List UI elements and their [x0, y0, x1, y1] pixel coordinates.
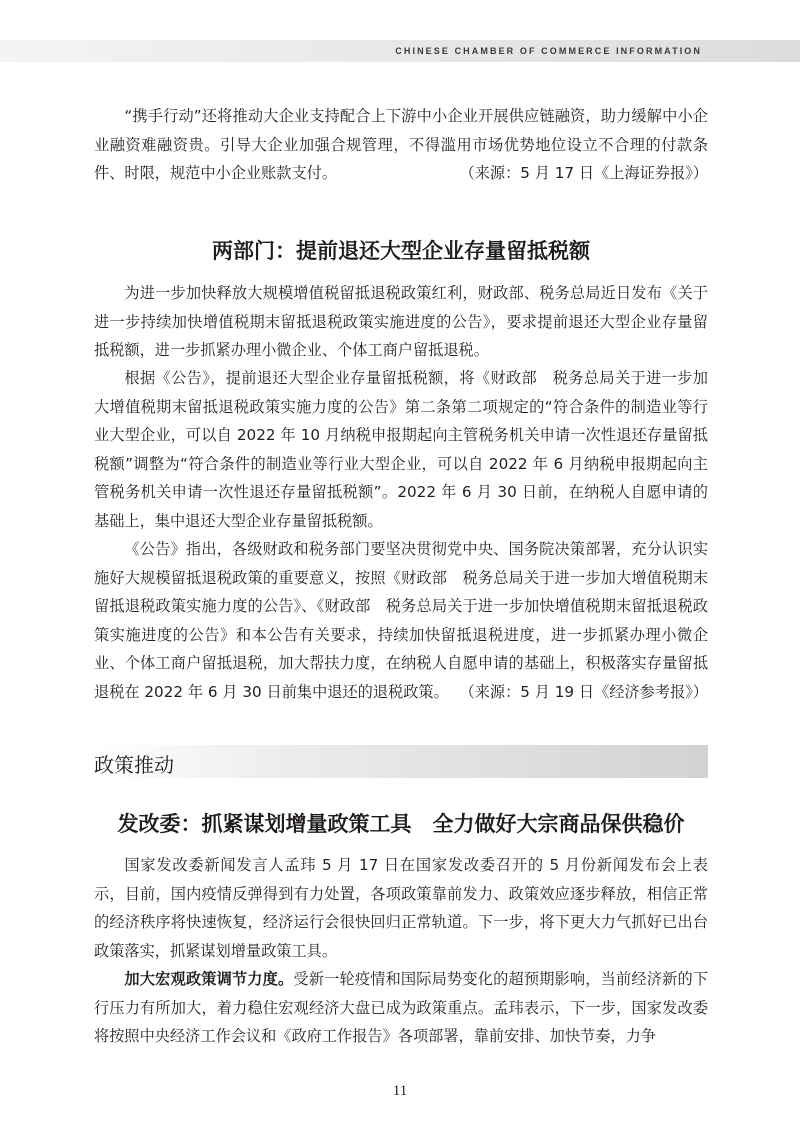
article3-paragraph-2	[94, 965, 708, 1051]
article1-paragraph	[94, 102, 708, 188]
article2-title: 两部门：提前退还大型企业存量留抵税额	[212, 239, 590, 263]
section-band	[94, 745, 708, 778]
article2-paragraph-1: 为进一步加快释放大规模增值税留抵退税政策红利，财政部、税务总局近日发布《关于进一步持续加快增值税期末留抵退税政策实施进度的公告》，要求提前退还大型企业存量留抵税额，进一步抓紧办理小微企业、个体工商户留抵退税。	[94, 284, 708, 359]
article3-body-2: 受新一轮疫情和国际局势变化的超预期影响，当前经济新的下行压力有所加大，着力稳住宏观经济大盘已成为政策重点。孟玮表示，下一步，国家发改委将按照中央经济工作会议和《政府工作报告》各项部署，靠前安排、加快节奏，力争	[94, 970, 709, 1045]
article2-body-3: 《公告》指出，各级财政和税务部门要坚决贯彻党中央、国务院决策部署，充分认识实施好大规模留抵退税政策的重要意义，按照《财政部 税务总局关于进一步加大增值税期末留抵退税政策实施力度的公告》、《财政部 税务总局关于进一步加快增值税期末留抵退税政策实施进度的公告》和本公告有关要求，持续加快留抵退税进度，进一步抓紧办理小微企业、个体工商户留抵退税，加大帮扶力度，在纳税人自愿申请的基础上，积极落实存量留抵退税在 2022 年 6 月 30 日前集中退还的退税政策。	[94, 540, 708, 701]
article2-paragraph-2: 根据《公告》，提前退还大型企业存量留抵税额，将《财政部 税务总局关于进一步加大增值税期末留抵退税政策实施力度的公告》第二条第二项规定的“符合条件的制造业等行业大型企业，可以自 2022 年 10 月纳税申报期起向主管税务机关申请一次性退还存量留抵税额”调整为“符合条件的制造业等行业大型企业，可以自 2022 年 6 月纳税申报期起向主管税务机关申请一次性退还存量留抵税额”。2022 年 6 月 30 日前，在纳税人自愿申请的基础上，集中退还大型企业存量留抵税额。	[94, 369, 708, 530]
article2-paragraph-3	[94, 535, 708, 706]
article1-source: （来源：5 月 17 日《上海证券报》）	[459, 164, 708, 182]
page-number: 11	[392, 1083, 408, 1099]
article3-lead-sentence: 加大宏观政策调节力度。	[124, 970, 294, 988]
article3-title: 发改委：抓紧谋划增量政策工具 全力做好大宗商品保供稳价	[117, 812, 685, 836]
article2-source: （来源：5 月 19 日《经济参考报》）	[459, 682, 708, 701]
running-header: CHINESE CHAMBER OF COMMERCE INFORMATION	[395, 46, 702, 56]
section-heading: 政策推动	[94, 753, 174, 777]
article1-body: “携手行动”还将推动大企业支持配合上下游中小企业开展供应链融资，助力缓解中小企业融资难融资贵。引导大企业加强合规管理，不得滥用市场优势地位设立不合理的付款条件、时限，规范中小企业账款支付。	[94, 107, 708, 182]
article3-paragraph-1: 国家发改委新闻发言人孟玮 5 月 17 日在国家发改委召开的 5 月份新闻发布会上表示，目前，国内疫情反弹得到有力处置，各项政策靠前发力、政策效应逐步释放，相信正常的经济秩序将快速恢复，经济运行会很快回归正常轨道。下一步，将下更大力气抓好已出台政策落实，抓紧谋划增量政策工具。	[94, 856, 708, 960]
